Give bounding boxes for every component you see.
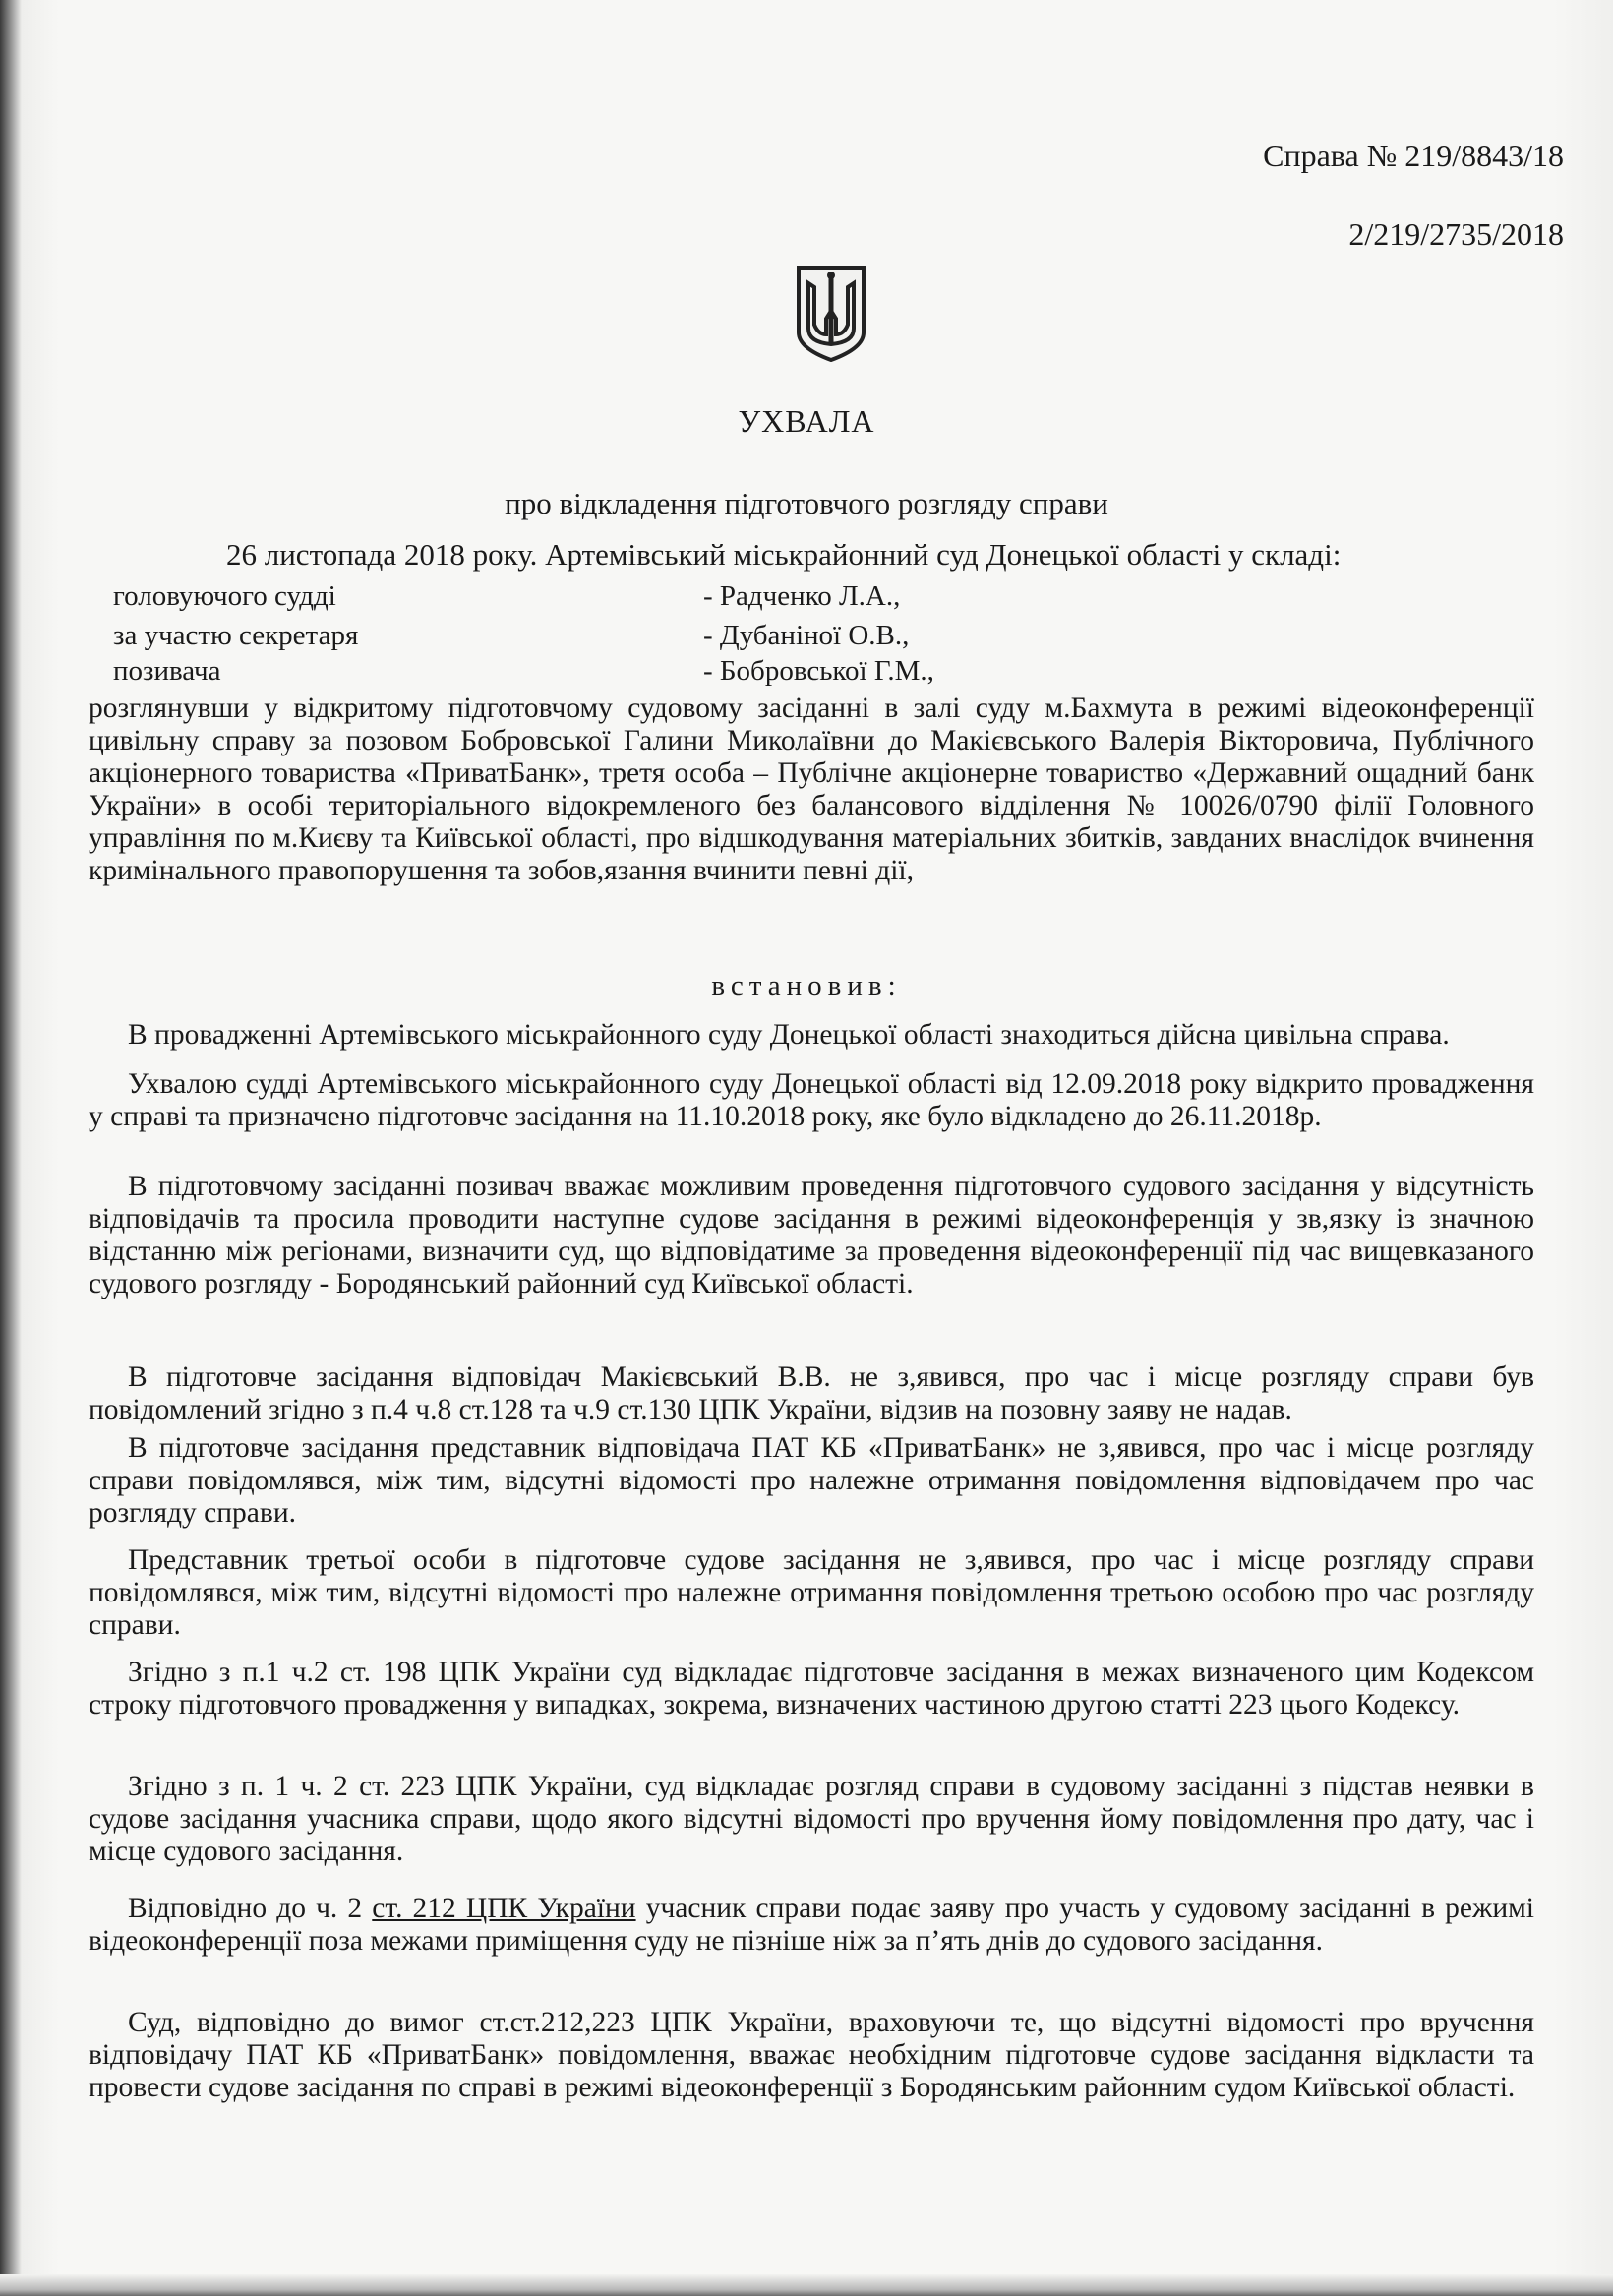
ukraine-trident-icon xyxy=(795,264,867,362)
proceeding-number: 2/219/2735/2018 xyxy=(1348,216,1564,252)
text: Відповідно до ч. 2 xyxy=(128,1893,373,1924)
paragraph: В підготовче засідання відповідач Макієвський В.В. не з,явився, про час і місце розгляду справи був повідомлений згідно з п.4 ч.8 ст.128 та ч.9 ст.130 ЦПК України, відзив на позовну заяву не надав. xyxy=(89,1361,1534,1425)
panel-name: - Радченко Л.А., xyxy=(703,580,901,612)
final-paragraph: Суд, відповідно до вимог ст.ст.212,223 ЦПК України, враховуючи те, що відсутні відомості про вручення відповідачу ПАТ КБ «ПриватБанк» повідомлення, вважає необхідним підготовче судове засідання відкласти та провести судове засідання по справі в режимі відеоконференції з Бородянським районним судом Київської області. xyxy=(89,2007,1534,2103)
ustanovyv-heading: встановив: xyxy=(711,970,902,1001)
panel-role: за участю секретаря xyxy=(113,620,359,651)
paragraph: В провадженні Артемівського міськрайонного суду Донецької області знаходиться дійсна цивільна справа. xyxy=(128,1019,1450,1051)
paragraph-article-212 xyxy=(89,1893,1534,1958)
panel-row-secretary xyxy=(113,620,910,652)
paragraph: В підготовче засідання представник відповідача ПАТ КБ «ПриватБанк» не з,явився, про час і місце розгляду справи повідомлявся, між тим, відсутні відомості про належне отримання повідомлення відповідачем про час розгляду справи. xyxy=(89,1432,1534,1529)
paragraph: Ухвалою судді Артемівського міськрайонного суду Донецької області від 12.09.2018 року відкрито провадження у справі та призначено підготовче засідання на 11.10.2018 року, яке було відкладено до 26.11.2018р. xyxy=(89,1068,1534,1132)
case-number: Справа № 219/8843/18 xyxy=(1263,138,1564,173)
paragraph: В підготовчому засіданні позивач вважає можливим проведення підготовчого судового засідання у відсутність відповідачів та просила проводити наступне судове засідання в режимі відеоконференція у зв,язку із значною відстанню між регіонами, визначити суд, що відповідатиме за проведення відеоконференції під час вищевказаного судового розгляду - Бородянський районний суд Київської області. xyxy=(89,1171,1534,1299)
scan-edge xyxy=(0,2274,1613,2296)
reviewed-paragraph: розглянувши у відкритому підготовчому судовому засіданні в залі суду м.Бахмута в режимі відеоконференції цивільну справу за позовом Бобровської Галини Миколаївни до Макієвського Валерія Вікторовича, Публічного акціонерного товариства «ПриватБанк», третя особа – Публічне акціонерне товариство «Державний ощадний банк України» в особі територіального відокремленого без балансового відділення № 10026/0790 філії Головного управління по м.Києву та Київської області, про відшкодування матеріальних збитків, завданих внаслідок вчинення кримінального правопорушення та зобов,язання вчинити певні дії, xyxy=(89,693,1534,886)
paragraph: Згідно з п. 1 ч. 2 ст. 223 ЦПК України, суд відкладає розгляд справи в судовому засіданні з підстав неявки в судове засідання учасника справи, щодо якого відсутні відомості про вручення йому повідомлення про дату, час і місце судового засідання. xyxy=(89,1771,1534,1867)
law-article-link[interactable]: ст. 212 ЦПК України xyxy=(372,1893,636,1924)
text: учасник справи подає заяву про участь у судовому засіданні в режимі відеоконференції поза межами приміщення суду не пізніше ніж за п’ять днів до судового засідання. xyxy=(89,1893,1535,1957)
panel-row-judge xyxy=(113,580,901,613)
paragraph: Представник третьої особи в підготовче судове засідання не з,явився, про час і місце розгляду справи повідомлявся, між тим, відсутні відомості про належне отримання повідомлення третьою особою про час розгляду справи. xyxy=(89,1544,1534,1641)
panel-role: головуючого судді xyxy=(113,580,336,612)
panel-row-plaintiff xyxy=(113,655,934,688)
panel-role: позивача xyxy=(113,655,221,687)
paragraph: Згідно з п.1 ч.2 ст. 198 ЦПК України суд відкладає підготовче засідання в межах визначеного цим Кодексом строку підготовчого провадження у випадках, зокрема, визначених частиною другою статті 223 цього Кодексу. xyxy=(89,1657,1534,1721)
document-subtitle: про відкладення підготовчого розгляду справи xyxy=(505,486,1108,520)
panel-name: - Бобровської Г.М., xyxy=(703,655,934,687)
panel-name: - Дубаніної О.В., xyxy=(703,620,910,651)
intro-line: 26 листопада 2018 року. Артемівський міськрайонний суд Донецької області у складі: xyxy=(226,537,1342,572)
document-title: УХВАЛА xyxy=(738,403,875,439)
